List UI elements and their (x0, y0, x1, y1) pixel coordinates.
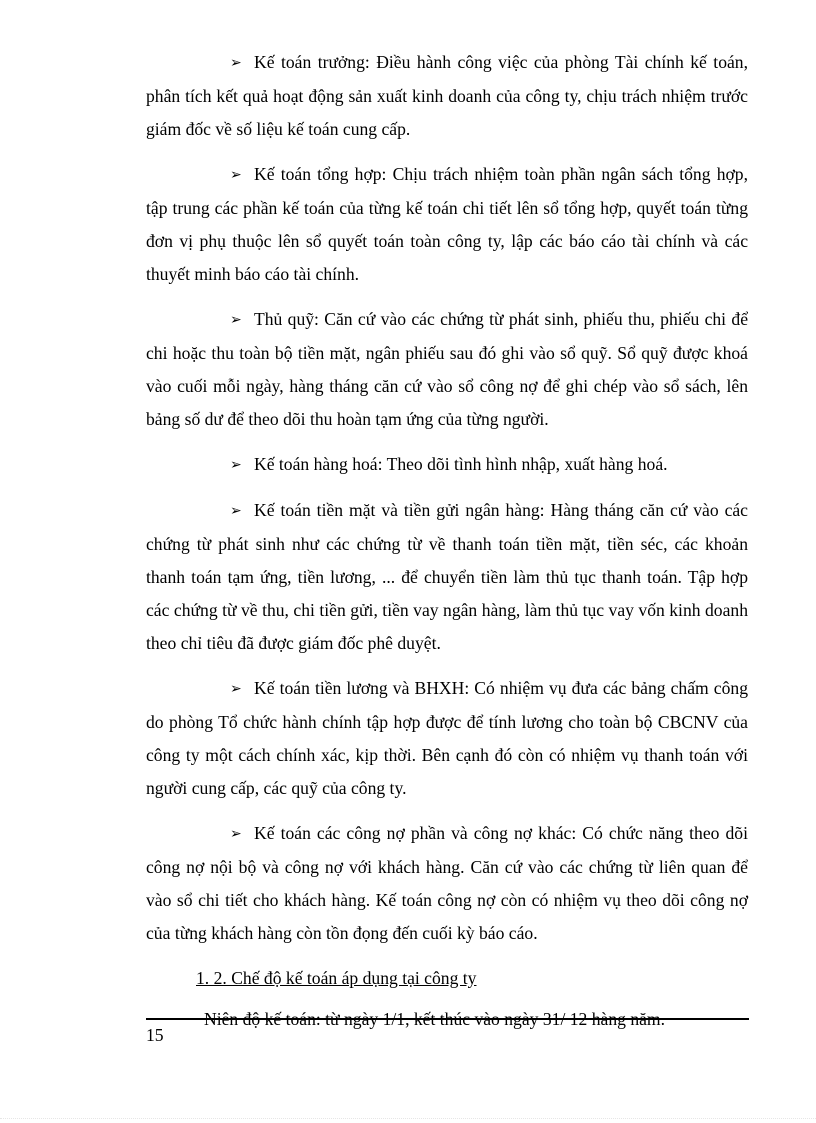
paragraph-text: Kế toán các công nợ phần và công nợ khác: Có chức năng theo dõi công nợ nội bộ và công nợ với khách hàng. Căn cứ vào các chứng từ liên quan để vào sổ chi tiết cho khách hàng. Kế toán công nợ còn có nhiệm vụ theo dõi công nợ của từng khách hàng còn tồn đọng đến cuối kỳ báo cáo. (146, 823, 748, 943)
paragraph-text: Kế toán tổng hợp: Chịu trách nhiệm toàn phần ngân sách tổng hợp, tập trung các phần kế toán của từng kế toán chi tiết lên sổ tổng hợp, quyết toán từng đơn vị phụ thuộc lên sổ quyết toán toàn công ty, lập các báo cáo tài chính và các thuyết minh báo cáo tài chính. (146, 164, 748, 284)
paragraph-text: Kế toán tiền lương và BHXH: Có nhiệm vụ đưa các bảng chấm công do phòng Tổ chức hành chính tập hợp được để tính lương cho toàn bộ CBCNV của công ty một cách chính xác, kịp thời. Bên cạnh đó còn có nhiệm vụ thanh toán với người cung cấp, các quỹ của công ty. (146, 678, 748, 798)
paragraph-text: Kế toán trưởng: Điều hành công việc của phòng Tài chính kế toán, phân tích kết quả hoạt động sản xuất kinh doanh của công ty, chịu trách nhiệm trước giám đốc về số liệu kế toán cung cấp. (146, 52, 748, 139)
paragraph-cash-bank-accountant (146, 494, 748, 660)
paragraph-text: Kế toán hàng hoá: Theo dõi tình hình nhập, xuất hàng hoá. (254, 454, 668, 474)
paragraph-text: Thủ quỹ: Căn cứ vào các chứng từ phát sinh, phiếu thu, phiếu chi để chi hoặc thu toàn bộ tiền mặt, ngân phiếu sau đó ghi vào sổ quỹ. Sổ quỹ được khoá vào cuối mỗi ngày, hàng tháng căn cứ vào sổ công nợ để ghi chép vào sổ sách, lên bảng số dư để theo dõi thu hoàn tạm ứng của từng người. (146, 309, 748, 429)
paragraph-text: Kế toán tiền mặt và tiền gửi ngân hàng: Hàng tháng căn cứ vào các chứng từ phát sinh như các chứng từ về thanh toán tiền mặt, tiền séc, các khoản thanh toán tạm ứng, tiền lương, ... để chuyển tiền làm thủ tục thanh toán. Tập hợp các chứng từ về thu, chi tiền gửi, tiền vay ngân hàng, làm thủ tục vay vốn kinh doanh theo chỉ tiêu đã được giám đốc phê duyệt. (146, 500, 748, 653)
arrowhead-bullet-icon: ➢ (230, 167, 242, 183)
paragraph-goods-accountant (146, 448, 748, 482)
paragraph-chief-accountant (146, 46, 748, 146)
page-number: 15 (146, 1025, 164, 1045)
arrowhead-bullet-icon: ➢ (230, 457, 242, 473)
section-heading: 1. 2. Chế độ kế toán áp dụng tại công ty (196, 968, 477, 988)
paragraph-treasurer (146, 303, 748, 436)
page-edge-dotted-line (0, 1118, 816, 1119)
paragraph-debt-accountant (146, 817, 748, 950)
fiscal-year-line: Niên độ kế toán: từ ngày 1/1, kết thúc vào ngày 31/ 12 hàng năm. (204, 1009, 666, 1029)
footer-divider (146, 1018, 749, 1020)
arrowhead-bullet-icon: ➢ (230, 681, 242, 697)
arrowhead-bullet-icon: ➢ (230, 55, 242, 71)
arrowhead-bullet-icon: ➢ (230, 826, 242, 842)
paragraph-general-accountant (146, 158, 748, 291)
arrowhead-bullet-icon: ➢ (230, 503, 242, 519)
page-body (146, 46, 748, 1036)
arrowhead-bullet-icon: ➢ (230, 312, 242, 328)
paragraph-payroll-accountant (146, 672, 748, 805)
